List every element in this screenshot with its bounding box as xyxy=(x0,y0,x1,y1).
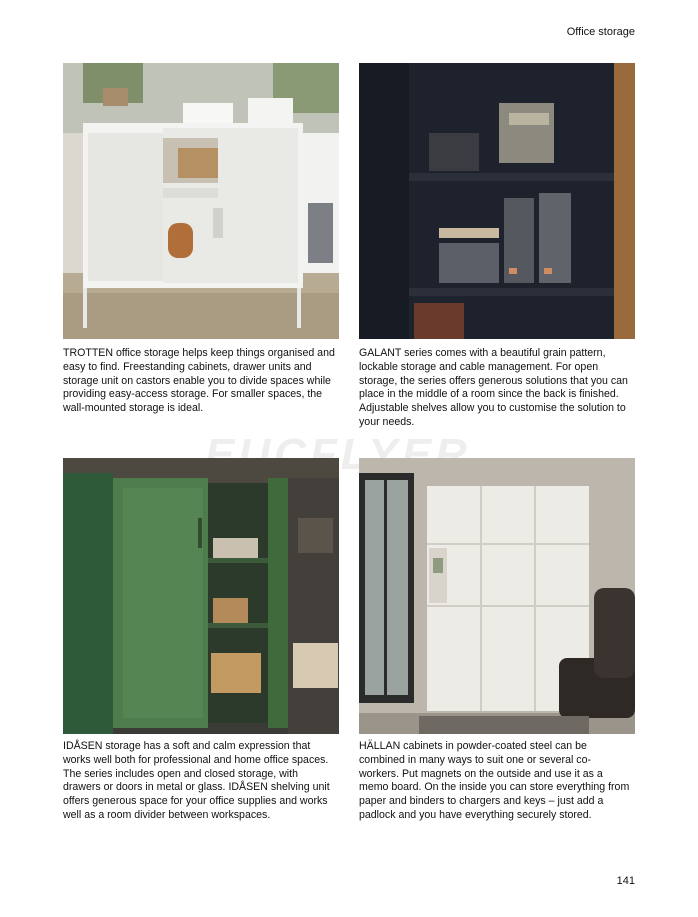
hallan-photo xyxy=(359,458,635,734)
trotten-photo xyxy=(63,63,339,339)
idasen-caption: IDÅSEN storage has a soft and calm expression that works well both for professional and home office spaces. The series includes open and closed storage, with drawers or doors in metal or glass. IDÅSEN shelving unit offers generous space for your office supplies and works well as a room divider between workspaces. xyxy=(63,740,330,821)
hallan-caption: HÄLLAN cabinets in powder-coated steel can be combined in many ways to suit one or several co-workers. Put magnets on the outside and use it as a memo board. On the inside you can store everything from paper and binders to chargers and keys – just add a padlock and you have everything securely stored. xyxy=(359,740,630,821)
galant-caption: GALANT series comes with a beautiful grain pattern, lockable storage and cable management. For open storage, the series offers generous solutions that you can place in the middle of a room since the back is finished. Adjustable shelves allow you to customise the solution to your needs. xyxy=(359,347,628,428)
page-number: 141 xyxy=(616,875,635,887)
galant-photo xyxy=(359,63,635,339)
watermark: EUCFLYER xyxy=(205,430,471,479)
idasen-photo xyxy=(63,458,339,734)
section-title: Office storage xyxy=(566,26,635,38)
trotten-caption: TROTTEN office storage helps keep things organised and easy to find. Freestanding cabinets, drawer units and storage unit on castors enable you to divide spaces while providing easy-access storage. For smaller spaces, the wall-mounted storage is ideal. xyxy=(63,347,335,415)
